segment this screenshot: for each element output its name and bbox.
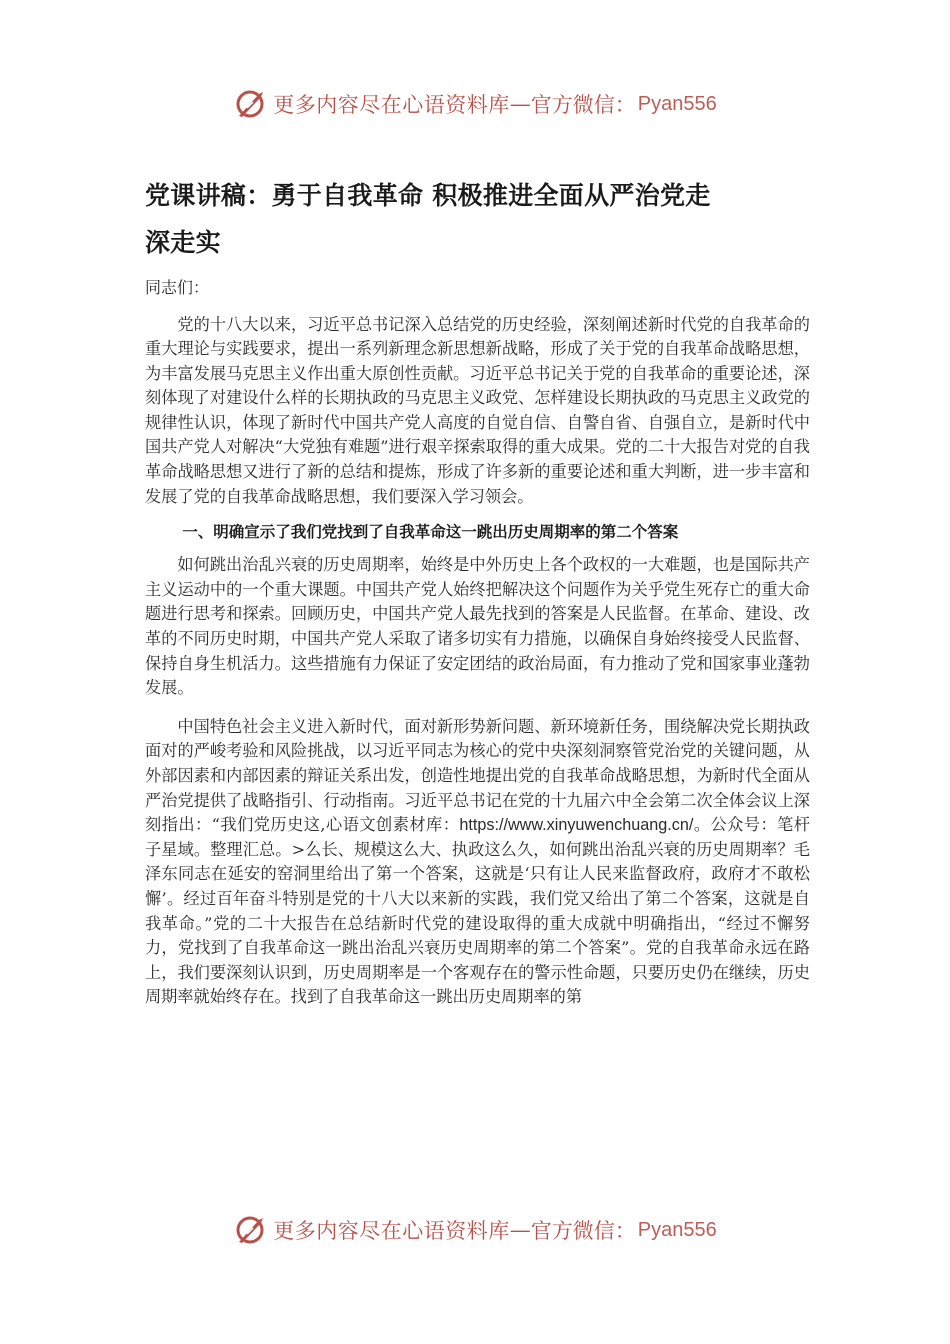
banner-wechat-id: Pyan556: [637, 1218, 717, 1241]
title-line-1: 党课讲稿：勇于自我革命 积极推进全面从严治党走: [145, 181, 711, 210]
header-banner: [0, 84, 950, 124]
paragraph-3-part-b: 。公众号：笔杆子星域。整理汇总。>么长、规模这么大、执政这么久，如何跳出治乱兴衰的历史周期率？毛泽东同志在延安的窑洞里给出了第一个答案，这就是‘只有让人民来监督政府，政府才不敢松懈’。经过百年奋斗特别是党的十八大以来新的实践，我们党又给出了第二个答案，这就是自我革命。”党的二十大报告在总结新时代党的建设取得的重大成就中明确指出，“经过不懈努力，党找到了自我革命这一跳出治乱兴衰历史周期率的第二个答案”。党的自我革命永远在路上，我们要深刻认识到，历史周期率是一个客观存在的警示性命题，只要历史仍在继续，历史周期率就始终存在。找到了自我革命这一跳出历史周期率的第: [145, 815, 811, 1007]
greeting: 同志们：: [145, 278, 210, 297]
paragraph-1: 党的十八大以来，习近平总书记深入总结党的历史经验，深刻阐述新时代党的自我革命的重大理论与实践要求，提出一系列新理念新思想新战略，形成了关于党的自我革命战略思想，为丰富发展马克思主义作出重大原创性贡献。习近平总书记关于党的自我革命的重要论述，深刻体现了对建设什么样的长期执政的马克思主义政党、怎样建设长期执政的马克思主义政党的规律性认识，体现了新时代中国共产党人高度的自觉自信、自警自省、自强自立，是新时代中国共产党人对解决“大党独有难题”进行艰辛探索取得的重大成果。党的二十大报告对党的自我革命战略思想又进行了新的总结和提炼，形成了许多新的重要论述和重大判断，进一步丰富和发展了党的自我革命战略思想，我们要深入学习领会。: [145, 314, 810, 506]
banner-separator: —: [509, 92, 531, 116]
footer-banner: [0, 1210, 950, 1250]
paragraph-3-url: https://www.xinyuwenchuang.cn/: [459, 816, 694, 835]
document-title: [145, 172, 810, 266]
section-heading-1: 一、明确宣示了我们党找到了自我革命这一跳出历史周期率的第二个答案: [182, 523, 679, 542]
banner-separator: —: [509, 1218, 531, 1242]
banner-text: 更多内容尽在心语资料库: [273, 93, 510, 117]
banner-wechat-label: 官方微信：: [530, 93, 636, 117]
title-line-2: 深走实: [145, 228, 221, 257]
banner-wechat-id: Pyan556: [637, 92, 717, 115]
banner-text: 更多内容尽在心语资料库: [273, 1219, 510, 1243]
paragraph-3: [145, 715, 810, 1010]
paragraph-3-part-a: 中国特色社会主义进入新时代，面对新形势新问题、新环境新任务，围绕解决党长期执政面对的严峻考验和风险挑战，以习近平同志为核心的党中央深刻洞察管党治党的关键问题，从外部因素和内部因素的辩证关系出发，创造性地提出党的自我革命战略思想，为新时代全面从严治党提供了战略指引、行动指南。习近平总书记在党的十九届六中全会第二次全体会议上深刻指出：“我们党历史这,心语文创素材库：: [145, 716, 810, 835]
banner-wechat-label: 官方微信：: [530, 1219, 636, 1243]
quill-logo-icon: [233, 86, 269, 122]
paragraph-2: 如何跳出治乱兴衰的历史周期率，始终是中外历史上各个政权的一大难题，也是国际共产主义运动中的一个重大课题。中国共产党人始终把解决这个问题作为关乎党生死存亡的重大命题进行思考和探索。回顾历史，中国共产党人最先找到的答案是人民监督。在革命、建设、改革的不同历史时期，中国共产党人采取了诸多切实有力措施，以确保自身始终接受人民监督、保持自身生机活力。这些措施有力保证了安定团结的政治局面，有力推动了党和国家事业蓬勃发展。: [145, 555, 810, 698]
document-body: [145, 172, 810, 1010]
quill-logo-icon: [233, 1212, 269, 1248]
